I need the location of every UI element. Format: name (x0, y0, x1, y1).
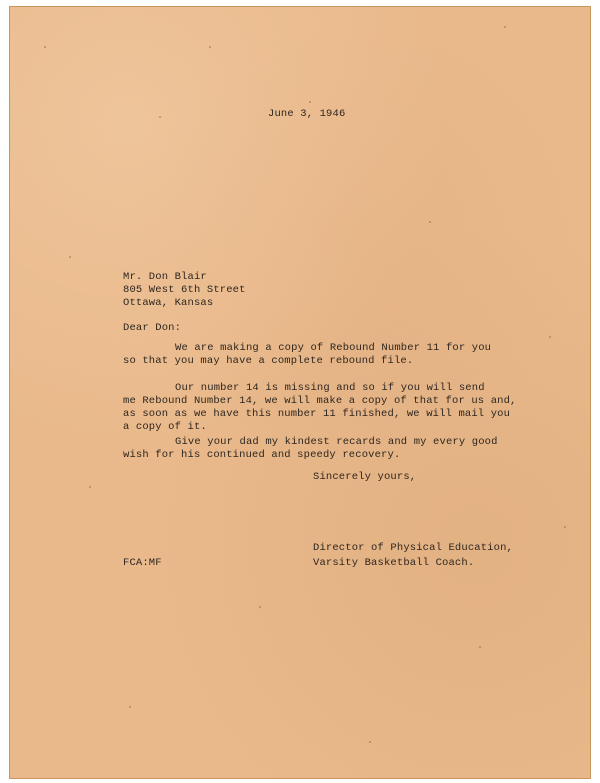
paper-fleck (89, 486, 91, 488)
paper-fleck (429, 221, 431, 223)
reference-initials: FCA:MF (123, 557, 162, 569)
body-line: Give your dad my kindest recards and my every good (175, 436, 498, 448)
paper-fleck (129, 706, 131, 708)
paper-fleck (159, 116, 161, 118)
complimentary-close: Sincerely yours, (313, 471, 417, 483)
paper-fleck (309, 101, 311, 103)
paper-fleck (259, 606, 261, 608)
recipient-street: 805 West 6th Street (123, 284, 246, 296)
paper-fleck (209, 46, 211, 48)
body-line: We are making a copy of Rebound Number 11 for you (175, 342, 492, 354)
paper-fleck (69, 256, 71, 258)
paper-fleck (564, 526, 566, 528)
paper-fleck (549, 336, 551, 338)
signer-title: Director of Physical Education, (313, 542, 513, 554)
signer-subtitle: Varsity Basketball Coach. (313, 557, 475, 569)
body-line: a copy of it. (123, 421, 207, 433)
body-line: so that you may have a complete rebound file. (123, 355, 414, 367)
paper-fleck (44, 46, 46, 48)
body-line: Our number 14 is missing and so if you will send (175, 382, 485, 394)
recipient-city: Ottawa, Kansas (123, 297, 214, 309)
body-line: wish for his continued and speedy recovery. (123, 449, 401, 461)
salutation: Dear Don: (123, 322, 182, 334)
paper-fleck (504, 26, 506, 28)
body-line: as soon as we have this number 11 finished, we will mail you (123, 408, 511, 420)
recipient-name: Mr. Don Blair (123, 271, 207, 283)
paper-fleck (369, 741, 371, 743)
letter-date: June 3, 1946 (268, 108, 346, 120)
paper-fleck (479, 646, 481, 648)
body-line: me Rebound Number 14, we will make a copy of that for us and, (123, 395, 517, 407)
